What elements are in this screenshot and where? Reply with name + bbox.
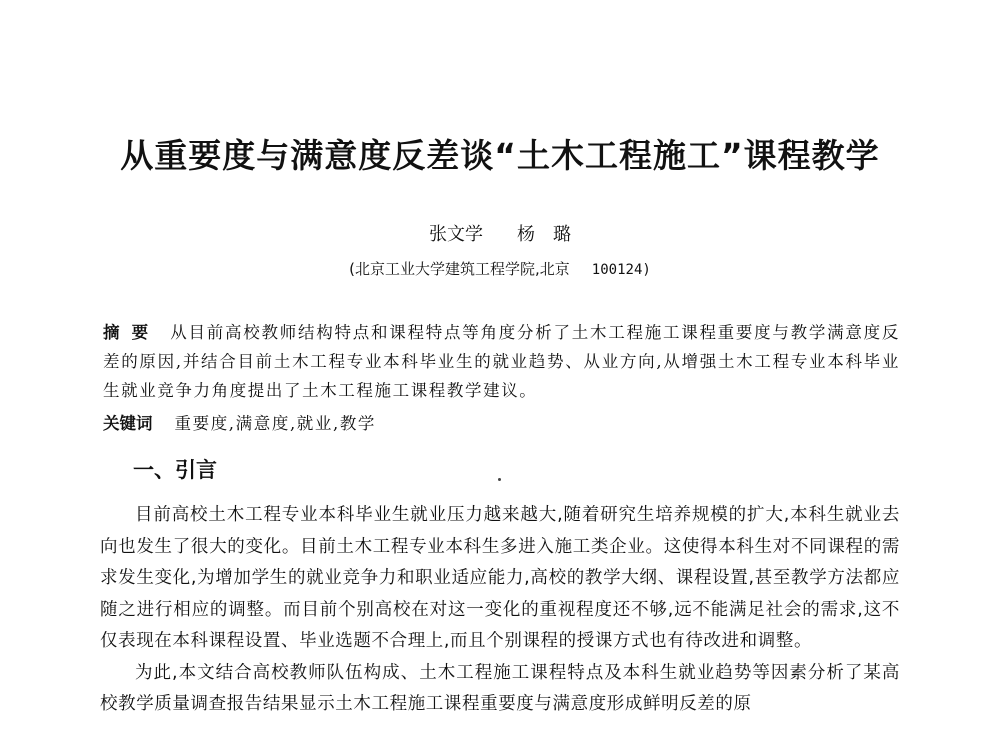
- author-name: 张文学: [429, 224, 483, 245]
- keywords-label: 关键词: [103, 414, 153, 433]
- body-paragraph: 目前高校土木工程专业本科毕业生就业压力越来越大,随着研究生培养规模的扩大,本科生就业去向也发生了很大的变化。目前土木工程专业本科生多进入施工类企业。这使得本科生对不同课程的需求发生变化,为增加学生的就业竞争力和职业适应能力,高校的教学大纲、课程设置,甚至教学方法都应随之进行相应的调整。而目前个别高校在对这一变化的重视程度还不够,远不能满足社会的需求,这不仅表现在本科课程设置、毕业选题不合理上,而且个别课程的授课方式也有待改进和调整。: [100, 505, 900, 651]
- keywords-text: 重要度,满意度,就业,教学: [174, 414, 377, 433]
- keywords: [103, 409, 900, 438]
- body-paragraph: 为此,本文结合高校教师队伍构成、土木工程施工课程特点及本科生就业趋势等因素分析了某高校教学质量调查报告结果显示土木工程施工课程重要度与满意度形成鲜明反差的原: [100, 662, 900, 714]
- section-heading: 一、引言: [133, 458, 217, 482]
- affiliation-postcode: 100124): [591, 262, 651, 278]
- affiliation-text: (北京工业大学建筑工程学院,北京: [349, 260, 570, 278]
- abstract: [103, 318, 900, 405]
- abstract-text: 从目前高校教师结构特点和课程特点等角度分析了土木工程施工课程重要度与教学满意度反差的原因,并结合目前土木工程专业本科毕业生的就业趋势、从业方向,从增强土木工程专业本科毕业生就业竞争力角度提出了土木工程施工课程教学建议。: [103, 323, 901, 400]
- scan-speck: [498, 478, 501, 481]
- author-list: [0, 222, 1000, 248]
- author-name: 杨 璐: [517, 224, 571, 245]
- paper-title: 从重要度与满意度反差谈“土木工程施工”课程教学: [120, 136, 880, 175]
- abstract-label: 摘要: [103, 323, 161, 342]
- section-body: [100, 500, 900, 721]
- author-affiliation: [0, 258, 1000, 281]
